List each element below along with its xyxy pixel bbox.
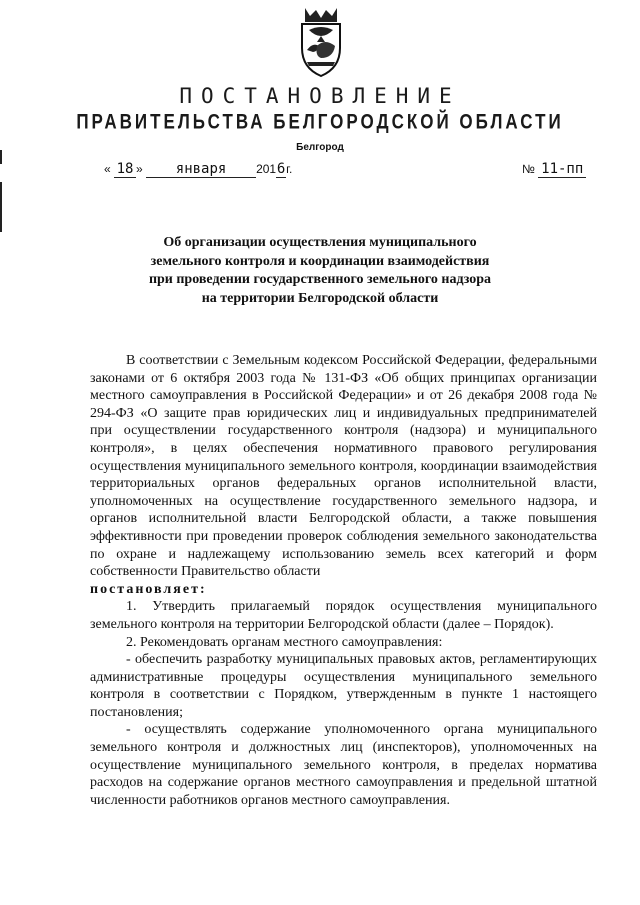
coat-of-arms-emblem: [297, 6, 345, 78]
date-suffix: г.: [286, 162, 293, 176]
city-label: Белгород: [296, 142, 344, 153]
title-line: при проведении государственного земельного надзора: [148, 272, 492, 287]
date-month: января: [146, 161, 256, 178]
date-close-quote: »: [136, 162, 143, 176]
resolves-word: постановляет:: [90, 581, 207, 597]
item-2b-paragraph: - осуществлять содержание уполномоченного органа муниципального земельного контроля и должностных лиц (инспекторов), уполномоченных на осуществление муниципального земельного контроля, в пределах норматива расходов на содержание органов местного самоуправления и предельной штатной численности работников органов местного самоуправления.: [90, 722, 597, 808]
title-line: земельного контроля и координации взаимодействия: [150, 253, 490, 269]
item-2a-paragraph: - обеспечить разработку муниципальных правовых актов, регламентирующих административные процедуры осуществления муниципального земельного контроля в соответствии с Порядком, утвержденным в пункте 1 настоящего постановления;: [90, 652, 597, 720]
document-type-heading: ПОСТАНОВЛЕНИЕ: [179, 84, 461, 108]
document-body: [90, 352, 597, 809]
item-1-paragraph: 1. Утвердить прилагаемый порядок осуществления муниципального земельного контроля на территории Белгородской области (далее – Порядок).: [90, 599, 597, 632]
date-day: 18: [114, 161, 136, 178]
issuing-authority-heading: ПРАВИТЕЛЬСТВА БЕЛГОРОДСКОЙ ОБЛАСТИ: [76, 109, 564, 134]
number-value: 11-пп: [538, 161, 586, 178]
document-title: [120, 234, 520, 308]
date-year-prefix: 201: [256, 162, 277, 176]
date-open-quote: «: [104, 162, 111, 176]
title-line: на территории Белгородской области: [201, 290, 439, 306]
preamble-paragraph: В соответствии с Земельным кодексом Российской Федерации, федеральными законами от 6 октября 2003 года № 131-ФЗ «Об общих принципах организации местного самоуправления в Российской Федерации» и от 26 декабря 2008 года № 294-ФЗ «О защите прав юридических лиц и индивидуальных предпринимателей при осуществлении государственного контроля (надзора) и муниципального контроля», в целях обеспечения нормативного правового регулирования осуществления муниципального земельного контроля, координации взаимодействия территориальных органов федеральных органов исполнительной власти, уполномоченных на осуществление государственного земельного надзора, и органов исполнительной власти Белгородской области, а также повышения эффективности при проведении проверок соблюдения земельного законодательства по охране и надлежащему использованию земель всех категорий и форм собственности Правительство области: [90, 353, 597, 580]
date-year-digit: 6: [276, 161, 286, 177]
title-line: Об организации осуществления муниципального: [163, 235, 477, 250]
number-sign: №: [522, 162, 535, 176]
resolution-number: [522, 161, 586, 178]
item-2-paragraph: 2. Рекомендовать органам местного самоуправления:: [126, 634, 443, 650]
scan-edge-mark: [0, 182, 2, 232]
resolution-date: [104, 161, 292, 178]
